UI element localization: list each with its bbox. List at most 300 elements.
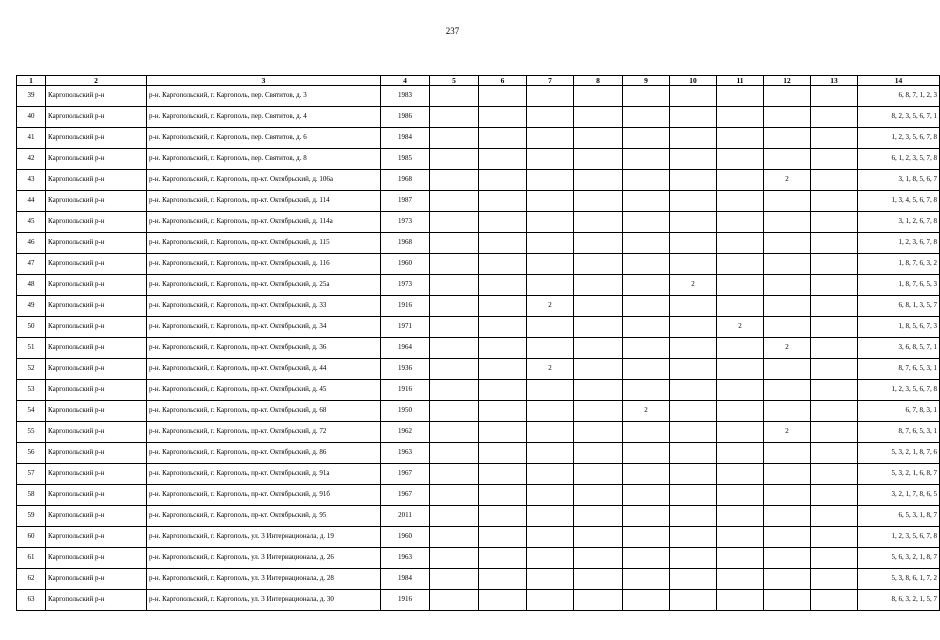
mark-cell <box>717 149 764 170</box>
mark-cell <box>623 422 670 443</box>
year-cell: 1964 <box>381 338 430 359</box>
mark-cell <box>623 569 670 590</box>
mark-cell <box>717 233 764 254</box>
table-row <box>17 191 940 212</box>
year-cell: 1950 <box>381 401 430 422</box>
row-number-cell: 39 <box>17 86 46 107</box>
year-cell: 1916 <box>381 296 430 317</box>
row-number-cell: 63 <box>17 590 46 611</box>
table-row <box>17 212 940 233</box>
mark-cell <box>670 191 717 212</box>
mark-cell <box>670 86 717 107</box>
mark-cell <box>430 170 479 191</box>
mark-cell <box>479 86 527 107</box>
district-cell: Каргопольский р-н <box>46 191 147 212</box>
mark-cell <box>479 191 527 212</box>
mark-cell <box>479 170 527 191</box>
mark-cell <box>574 317 623 338</box>
mark-cell <box>670 296 717 317</box>
sequence-cell: 3, 1, 8, 5, 6, 7 <box>858 170 940 191</box>
sequence-cell: 6, 8, 7, 1, 2, 3 <box>858 86 940 107</box>
sequence-cell: 1, 3, 4, 5, 6, 7, 8 <box>858 191 940 212</box>
mark-cell <box>574 422 623 443</box>
row-number-cell: 40 <box>17 107 46 128</box>
mark-cell <box>811 107 858 128</box>
year-cell: 1960 <box>381 527 430 548</box>
mark-cell <box>574 191 623 212</box>
address-cell: р-н. Каргопольский, г. Каргополь, пр-кт. Октябрьский, д. 91б <box>147 485 381 506</box>
district-cell: Каргопольский р-н <box>46 254 147 275</box>
mark-cell <box>623 380 670 401</box>
address-cell: р-н. Каргопольский, г. Каргополь, пр-кт. Октябрьский, д. 114 <box>147 191 381 212</box>
table-row <box>17 422 940 443</box>
mark-cell <box>574 443 623 464</box>
mark-cell <box>479 275 527 296</box>
mark-cell <box>527 422 574 443</box>
mark-cell <box>574 212 623 233</box>
address-cell: р-н. Каргопольский, г. Каргополь, пр-кт. Октябрьский, д. 114а <box>147 212 381 233</box>
mark-cell <box>811 149 858 170</box>
address-cell: р-н. Каргопольский, г. Каргополь, пр-кт. Октябрьский, д. 86 <box>147 443 381 464</box>
table-row <box>17 233 940 254</box>
mark-cell <box>670 233 717 254</box>
mark-cell <box>670 380 717 401</box>
mark-cell <box>527 233 574 254</box>
mark-cell <box>764 233 811 254</box>
mark-cell <box>623 191 670 212</box>
row-number-cell: 58 <box>17 485 46 506</box>
mark-cell <box>479 464 527 485</box>
year-cell: 1916 <box>381 380 430 401</box>
mark-cell <box>479 107 527 128</box>
mark-cell <box>479 212 527 233</box>
mark-cell <box>527 86 574 107</box>
mark-cell <box>717 569 764 590</box>
address-cell: р-н. Каргопольский, г. Каргополь, пр-кт. Октябрьский, д. 34 <box>147 317 381 338</box>
year-cell: 1987 <box>381 191 430 212</box>
mark-cell <box>430 338 479 359</box>
table-row <box>17 506 940 527</box>
mark-cell <box>764 212 811 233</box>
mark-cell <box>764 464 811 485</box>
mark-cell <box>623 107 670 128</box>
mark-cell: 2 <box>717 317 764 338</box>
mark-cell <box>670 548 717 569</box>
mark-cell <box>764 86 811 107</box>
mark-cell <box>479 149 527 170</box>
mark-cell <box>623 170 670 191</box>
mark-cell <box>479 380 527 401</box>
mark-cell <box>527 107 574 128</box>
mark-cell <box>574 359 623 380</box>
table-row <box>17 527 940 548</box>
mark-cell: 2 <box>764 422 811 443</box>
address-cell: р-н. Каргопольский, г. Каргополь, пр-кт. Октябрьский, д. 95 <box>147 506 381 527</box>
mark-cell <box>764 149 811 170</box>
district-cell: Каргопольский р-н <box>46 149 147 170</box>
mark-cell <box>479 443 527 464</box>
mark-cell: 2 <box>764 338 811 359</box>
district-cell: Каргопольский р-н <box>46 128 147 149</box>
mark-cell <box>574 107 623 128</box>
district-cell: Каргопольский р-н <box>46 317 147 338</box>
address-cell: р-н. Каргопольский, г. Каргополь, ул. 3 Интернационала, д. 19 <box>147 527 381 548</box>
mark-cell <box>527 380 574 401</box>
mark-cell <box>717 590 764 611</box>
mark-cell <box>717 107 764 128</box>
column-header: 13 <box>811 76 858 86</box>
mark-cell <box>811 590 858 611</box>
mark-cell <box>479 590 527 611</box>
address-cell: р-н. Каргопольский, г. Каргополь, ул. 3 Интернационала, д. 28 <box>147 569 381 590</box>
mark-cell <box>430 254 479 275</box>
mark-cell <box>717 86 764 107</box>
mark-cell <box>430 359 479 380</box>
mark-cell <box>430 401 479 422</box>
table-row <box>17 569 940 590</box>
mark-cell <box>574 527 623 548</box>
mark-cell <box>430 422 479 443</box>
address-cell: р-н. Каргопольский, г. Каргополь, ул. 3 Интернационала, д. 30 <box>147 590 381 611</box>
mark-cell <box>670 212 717 233</box>
district-cell: Каргопольский р-н <box>46 569 147 590</box>
mark-cell <box>764 443 811 464</box>
sequence-cell: 8, 7, 6, 5, 3, 1 <box>858 359 940 380</box>
year-cell: 1960 <box>381 254 430 275</box>
mark-cell <box>717 548 764 569</box>
year-cell: 1963 <box>381 443 430 464</box>
year-cell: 1968 <box>381 233 430 254</box>
mark-cell <box>430 191 479 212</box>
mark-cell <box>670 485 717 506</box>
mark-cell <box>430 443 479 464</box>
mark-cell <box>623 443 670 464</box>
row-number-cell: 45 <box>17 212 46 233</box>
mark-cell <box>527 275 574 296</box>
mark-cell <box>811 527 858 548</box>
mark-cell <box>623 485 670 506</box>
table-row <box>17 149 940 170</box>
mark-cell <box>717 212 764 233</box>
column-header: 1 <box>17 76 46 86</box>
mark-cell <box>764 359 811 380</box>
mark-cell <box>717 128 764 149</box>
table-row <box>17 296 940 317</box>
mark-cell <box>479 359 527 380</box>
table-row <box>17 317 940 338</box>
mark-cell <box>527 506 574 527</box>
mark-cell: 2 <box>670 275 717 296</box>
district-cell: Каргопольский р-н <box>46 233 147 254</box>
mark-cell <box>811 506 858 527</box>
table-row <box>17 590 940 611</box>
sequence-cell: 8, 2, 3, 5, 6, 7, 1 <box>858 107 940 128</box>
mark-cell <box>717 485 764 506</box>
mark-cell <box>479 233 527 254</box>
mark-cell <box>430 380 479 401</box>
mark-cell <box>430 548 479 569</box>
mark-cell <box>527 149 574 170</box>
mark-cell <box>527 590 574 611</box>
column-header: 10 <box>670 76 717 86</box>
row-number-cell: 61 <box>17 548 46 569</box>
year-cell: 1983 <box>381 86 430 107</box>
sequence-cell: 3, 1, 2, 6, 7, 8 <box>858 212 940 233</box>
mark-cell <box>574 548 623 569</box>
mark-cell <box>527 569 574 590</box>
district-cell: Каргопольский р-н <box>46 401 147 422</box>
mark-cell <box>574 275 623 296</box>
sequence-cell: 1, 2, 3, 5, 6, 7, 8 <box>858 380 940 401</box>
column-header: 5 <box>430 76 479 86</box>
mark-cell <box>574 485 623 506</box>
mark-cell <box>764 548 811 569</box>
year-cell: 1973 <box>381 275 430 296</box>
mark-cell <box>430 464 479 485</box>
mark-cell <box>811 464 858 485</box>
column-header: 4 <box>381 76 430 86</box>
mark-cell <box>670 338 717 359</box>
row-number-cell: 62 <box>17 569 46 590</box>
address-cell: р-н. Каргопольский, г. Каргополь, пр-кт. Октябрьский, д. 68 <box>147 401 381 422</box>
mark-cell <box>717 170 764 191</box>
address-cell: р-н. Каргопольский, г. Каргополь, пр-кт. Октябрьский, д. 36 <box>147 338 381 359</box>
mark-cell <box>811 422 858 443</box>
mark-cell <box>811 212 858 233</box>
district-cell: Каргопольский р-н <box>46 485 147 506</box>
mark-cell <box>811 569 858 590</box>
mark-cell <box>670 317 717 338</box>
mark-cell <box>811 548 858 569</box>
table-row <box>17 464 940 485</box>
row-number-cell: 44 <box>17 191 46 212</box>
mark-cell <box>764 128 811 149</box>
address-cell: р-н. Каргопольский, г. Каргополь, пер. Святитов, д. 4 <box>147 107 381 128</box>
mark-cell <box>670 359 717 380</box>
mark-cell <box>574 254 623 275</box>
mark-cell <box>430 317 479 338</box>
mark-cell <box>811 170 858 191</box>
mark-cell <box>479 548 527 569</box>
address-cell: р-н. Каргопольский, г. Каргополь, пер. Святитов, д. 3 <box>147 86 381 107</box>
mark-cell <box>479 338 527 359</box>
mark-cell <box>717 506 764 527</box>
mark-cell <box>764 296 811 317</box>
mark-cell <box>811 296 858 317</box>
mark-cell <box>574 296 623 317</box>
mark-cell <box>623 317 670 338</box>
mark-cell <box>527 338 574 359</box>
column-header: 7 <box>527 76 574 86</box>
mark-cell <box>527 485 574 506</box>
district-cell: Каргопольский р-н <box>46 506 147 527</box>
table-row <box>17 254 940 275</box>
year-cell: 2011 <box>381 506 430 527</box>
district-cell: Каргопольский р-н <box>46 338 147 359</box>
mark-cell <box>670 149 717 170</box>
sequence-cell: 5, 3, 8, 6, 1, 7, 2 <box>858 569 940 590</box>
mark-cell: 2 <box>623 401 670 422</box>
mark-cell <box>479 317 527 338</box>
mark-cell <box>764 401 811 422</box>
sequence-cell: 3, 6, 8, 5, 7, 1 <box>858 338 940 359</box>
mark-cell <box>623 338 670 359</box>
district-cell: Каргопольский р-н <box>46 464 147 485</box>
table-row <box>17 443 940 464</box>
mark-cell <box>764 317 811 338</box>
mark-cell <box>764 485 811 506</box>
mark-cell <box>764 590 811 611</box>
address-cell: р-н. Каргопольский, г. Каргополь, ул. 3 Интернационала, д. 26 <box>147 548 381 569</box>
table-body <box>17 86 940 611</box>
mark-cell <box>527 317 574 338</box>
row-number-cell: 42 <box>17 149 46 170</box>
row-number-cell: 48 <box>17 275 46 296</box>
mark-cell <box>717 527 764 548</box>
table-row <box>17 107 940 128</box>
district-cell: Каргопольский р-н <box>46 359 147 380</box>
mark-cell <box>430 296 479 317</box>
table-row <box>17 275 940 296</box>
mark-cell <box>764 107 811 128</box>
row-number-cell: 54 <box>17 401 46 422</box>
column-header: 11 <box>717 76 764 86</box>
address-cell: р-н. Каргопольский, г. Каргополь, пр-кт. Октябрьский, д. 25а <box>147 275 381 296</box>
mark-cell <box>623 359 670 380</box>
mark-cell <box>479 527 527 548</box>
address-cell: р-н. Каргопольский, г. Каргополь, пр-кт. Октябрьский, д. 44 <box>147 359 381 380</box>
mark-cell <box>574 233 623 254</box>
mark-cell <box>811 275 858 296</box>
column-header: 3 <box>147 76 381 86</box>
row-number-cell: 59 <box>17 506 46 527</box>
mark-cell <box>574 149 623 170</box>
sequence-cell: 5, 6, 3, 2, 1, 8, 7 <box>858 548 940 569</box>
mark-cell <box>430 506 479 527</box>
mark-cell <box>527 128 574 149</box>
sequence-cell: 8, 6, 3, 2, 1, 5, 7 <box>858 590 940 611</box>
row-number-cell: 55 <box>17 422 46 443</box>
mark-cell <box>527 254 574 275</box>
district-cell: Каргопольский р-н <box>46 275 147 296</box>
table-row <box>17 128 940 149</box>
mark-cell <box>479 128 527 149</box>
mark-cell <box>717 401 764 422</box>
mark-cell <box>670 128 717 149</box>
district-cell: Каргопольский р-н <box>46 212 147 233</box>
year-cell: 1984 <box>381 569 430 590</box>
mark-cell <box>717 275 764 296</box>
mark-cell <box>430 485 479 506</box>
row-number-cell: 51 <box>17 338 46 359</box>
mark-cell <box>574 338 623 359</box>
table-header-row <box>17 76 940 86</box>
mark-cell <box>811 128 858 149</box>
row-number-cell: 53 <box>17 380 46 401</box>
column-header: 6 <box>479 76 527 86</box>
mark-cell <box>527 443 574 464</box>
mark-cell <box>479 422 527 443</box>
mark-cell <box>717 422 764 443</box>
row-number-cell: 50 <box>17 317 46 338</box>
mark-cell <box>670 506 717 527</box>
mark-cell <box>764 569 811 590</box>
row-number-cell: 43 <box>17 170 46 191</box>
sequence-cell: 6, 5, 3, 1, 8, 7 <box>858 506 940 527</box>
mark-cell <box>717 359 764 380</box>
column-header: 9 <box>623 76 670 86</box>
table-row <box>17 485 940 506</box>
mark-cell <box>670 401 717 422</box>
mark-cell <box>527 548 574 569</box>
mark-cell <box>811 254 858 275</box>
row-number-cell: 52 <box>17 359 46 380</box>
table-row <box>17 170 940 191</box>
sequence-cell: 5, 3, 2, 1, 8, 7, 6 <box>858 443 940 464</box>
mark-cell <box>479 296 527 317</box>
table-row <box>17 548 940 569</box>
sequence-cell: 1, 8, 7, 6, 5, 3 <box>858 275 940 296</box>
sequence-cell: 6, 8, 1, 3, 5, 7 <box>858 296 940 317</box>
mark-cell <box>574 170 623 191</box>
address-cell: р-н. Каргопольский, г. Каргополь, пер. Святитов, д. 8 <box>147 149 381 170</box>
address-cell: р-н. Каргопольский, г. Каргополь, пр-кт. Октябрьский, д. 116 <box>147 254 381 275</box>
mark-cell <box>479 401 527 422</box>
mark-cell <box>764 527 811 548</box>
year-cell: 1985 <box>381 149 430 170</box>
mark-cell <box>574 86 623 107</box>
mark-cell <box>670 464 717 485</box>
registry-table <box>16 75 940 611</box>
row-number-cell: 56 <box>17 443 46 464</box>
mark-cell: 2 <box>764 170 811 191</box>
mark-cell <box>430 275 479 296</box>
mark-cell <box>670 107 717 128</box>
mark-cell <box>717 443 764 464</box>
mark-cell <box>623 590 670 611</box>
mark-cell: 2 <box>527 296 574 317</box>
mark-cell <box>764 191 811 212</box>
sequence-cell: 1, 8, 5, 6, 7, 3 <box>858 317 940 338</box>
mark-cell <box>574 401 623 422</box>
mark-cell <box>764 275 811 296</box>
mark-cell <box>717 338 764 359</box>
district-cell: Каргопольский р-н <box>46 443 147 464</box>
mark-cell <box>623 296 670 317</box>
row-number-cell: 47 <box>17 254 46 275</box>
mark-cell <box>764 380 811 401</box>
row-number-cell: 57 <box>17 464 46 485</box>
mark-cell <box>430 107 479 128</box>
mark-cell <box>623 548 670 569</box>
mark-cell <box>670 170 717 191</box>
year-cell: 1971 <box>381 317 430 338</box>
mark-cell: 2 <box>527 359 574 380</box>
table-row <box>17 86 940 107</box>
table-row <box>17 380 940 401</box>
address-cell: р-н. Каргопольский, г. Каргополь, пр-кт. Октябрьский, д. 115 <box>147 233 381 254</box>
district-cell: Каргопольский р-н <box>46 107 147 128</box>
address-cell: р-н. Каргопольский, г. Каргополь, пр-кт. Октябрьский, д. 106а <box>147 170 381 191</box>
year-cell: 1963 <box>381 548 430 569</box>
year-cell: 1967 <box>381 485 430 506</box>
year-cell: 1968 <box>381 170 430 191</box>
mark-cell <box>670 527 717 548</box>
column-header: 14 <box>858 76 940 86</box>
row-number-cell: 46 <box>17 233 46 254</box>
page-number: 237 <box>445 26 460 36</box>
mark-cell <box>479 506 527 527</box>
